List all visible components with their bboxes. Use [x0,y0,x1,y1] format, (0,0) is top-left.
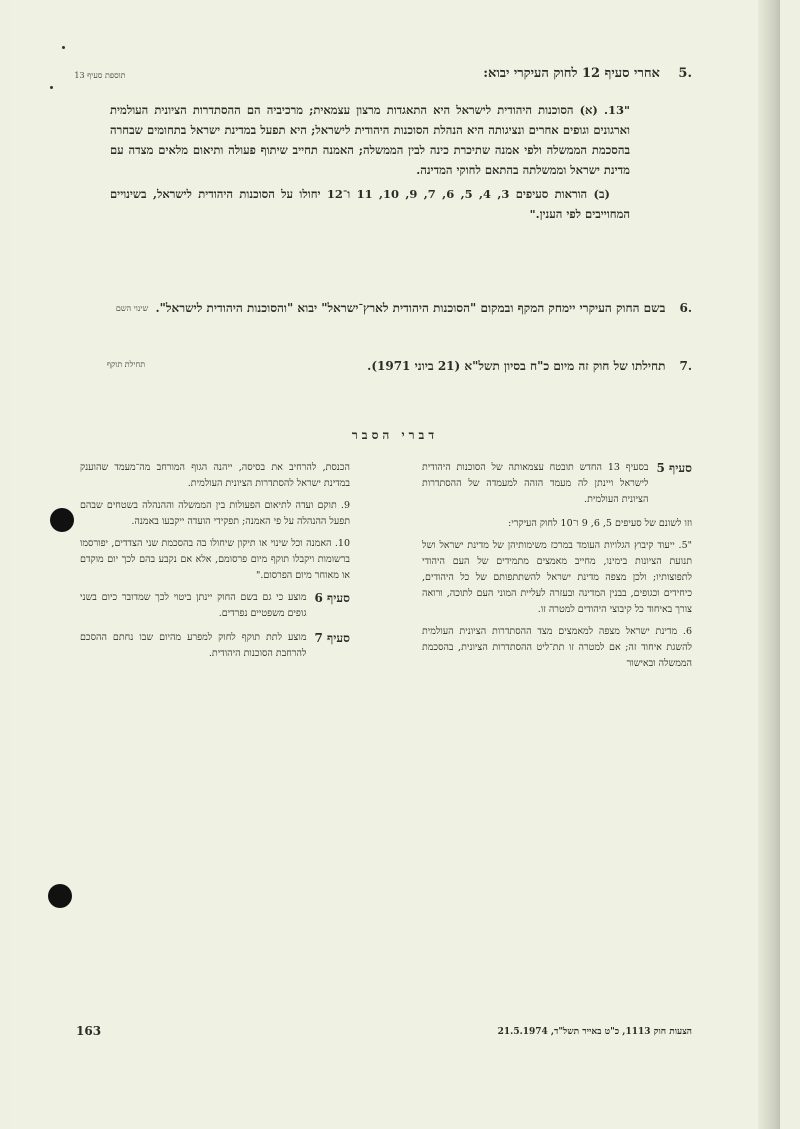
section-explanation: בסעיף 13 החדש תובטח עצמאותה של הסוכנות היהודית לישראל ויינתן לה מעמד הזהה למעמדה של ההסתדרות הציונית העולמית. [422,462,649,505]
document-page [10,0,780,1129]
margin-note-name-change: שינוי השם [115,304,149,313]
section-number: .6 [679,301,692,315]
section-text: תחילתו של חוק זה מיום כ"ח בסיון תשל"א (21 ביוני 1971). [367,359,666,373]
section-label: סעיף 7 [314,631,350,645]
punch-hole [48,884,72,908]
section-5-heading [483,65,692,81]
quote-paragraph-a: "13. (א) הסוכנות היהודית לישראל היא התאגדות מרצון עצמאית; מרכיביה הם ההסתדרות הציונית העולמית וארגונים וגופים אחרים ונציגותה היא הנהלת הסוכנות היהודית לישראל; היא תפעל במדינת ישראל בתחומים שבחרה בהסכמת הממשלה ולפי אמנה שתיכרת כינה לבין הממשלה; האמנה תחייב שיתוף פעולה ותיאום מלאים מצדה עם מדינת ישראל וממשלתה בהתאם לחוקי המדינה. [110,103,630,177]
quote-paragraph-b: (ב) הוראות סעיפים 3, 4, 5, 6, 7, 9, 10, 11 ו־12 יחולו על הסוכנות היהודית לישראל, בשינויים המחוייבים לפי הענין." [110,187,630,221]
gazette-reference: הצעות חוק 1113, כ"ט באייר תשל"ד, 21.5.1974 [497,1027,692,1037]
speck [62,46,65,49]
explanation-section-5 [422,460,692,508]
section-text: בשם החוק העיקרי יימחק המקף ובמקום "הסוכנות היהודית לארץ־ישראל" יבוא "והסוכנות היהודית לישראל". [155,301,666,315]
section-number: .7 [679,359,692,373]
explanation-paragraph: וזו לשונם של סעיפים 5, 6, 9 ו־10 לחוק העיקרי: [508,518,692,529]
section-explanation: מוצע לתת תוקף לחוק למפרע מהיום שבו נחתם ההסכם להרחבת הסוכנות היהודית. [80,632,307,659]
section-number: .5 [678,66,692,81]
page-edge-shadow [758,0,780,1129]
page-number: 163 [76,1024,102,1038]
explanation-right-column [422,460,692,678]
punch-hole [50,508,74,532]
explanation-paragraph: 6. מדינת ישראל מצפה למאמצים מצד ההסתדרות הציונית העולמית להשגת איחוד זה; אם למטרה זו תת־ליט ההסתדרות הציונית, בהסכמת הממשלה ובאישור [422,626,692,669]
margin-note-addition: תוספת סעיף 13 [74,71,126,80]
section-7 [112,356,692,376]
explanation-section-6 [80,590,350,622]
explanation-paragraph: "5. ייעוד קיבוץ הגלויות העומד במרכז משימותיהן של מדינת ישראל ושל תנועת הציונות בימינו, מחייב מאמצים מתמידים של העם היהודי לתפוצותיו; ולכן מצפה מדינת ישראל להשתתפותם של כל היהודים, כיחידים וכגופים, בבנין המדינה ובעזרה לעליית המוני העם לתוכה, ורואה צורך באיחוד כל קיבוצי היהודים למטרה זו. [422,540,692,615]
explanation-title: דברי הסבר [351,428,439,442]
explanation-paragraph: הכנסת, להרחיב את בסיסה, ייהנה הגוף המורחב מה־מעמד שהוענק במדינת ישראל להסתדרות הציונית העולמית. [80,462,350,489]
section-label: סעיף 5 [656,461,692,475]
explanation-section-7 [80,630,350,662]
quoted-section-13 [110,100,630,224]
section-text: אחרי סעיף 12 לחוק העיקרי יבוא: [483,66,660,81]
explanation-left-column [80,460,350,670]
section-explanation: מוצע כי גם בשם החוק יינתן ביטוי לכך שמדובר כיום בשני גופים משפטיים נפרדים. [80,592,307,619]
section-6 [112,298,692,318]
section-label: סעיף 6 [314,591,350,605]
explanation-paragraph: 9. תוקם ועדה לתיאום הפעולות בין הממשלה וההנהלה בשטחים שבהם תפעל ההנהלה על פי האמנה; תפקידי הועדה ייקבעו באמנה. [80,500,350,527]
margin-note-effective: תחילת תוקף [106,360,146,369]
explanation-paragraph: 10. האמנה וכל שינוי או תיקון שיחולו בה בהסכמת שני הצדדים, יפורסמו ברשומות ויקבלו תוקף מיום פרסומם, אלא אם נקבע בהם לכך יום מוקדם או מאוחר מיום הפרסום." [80,538,350,581]
speck [50,86,53,89]
